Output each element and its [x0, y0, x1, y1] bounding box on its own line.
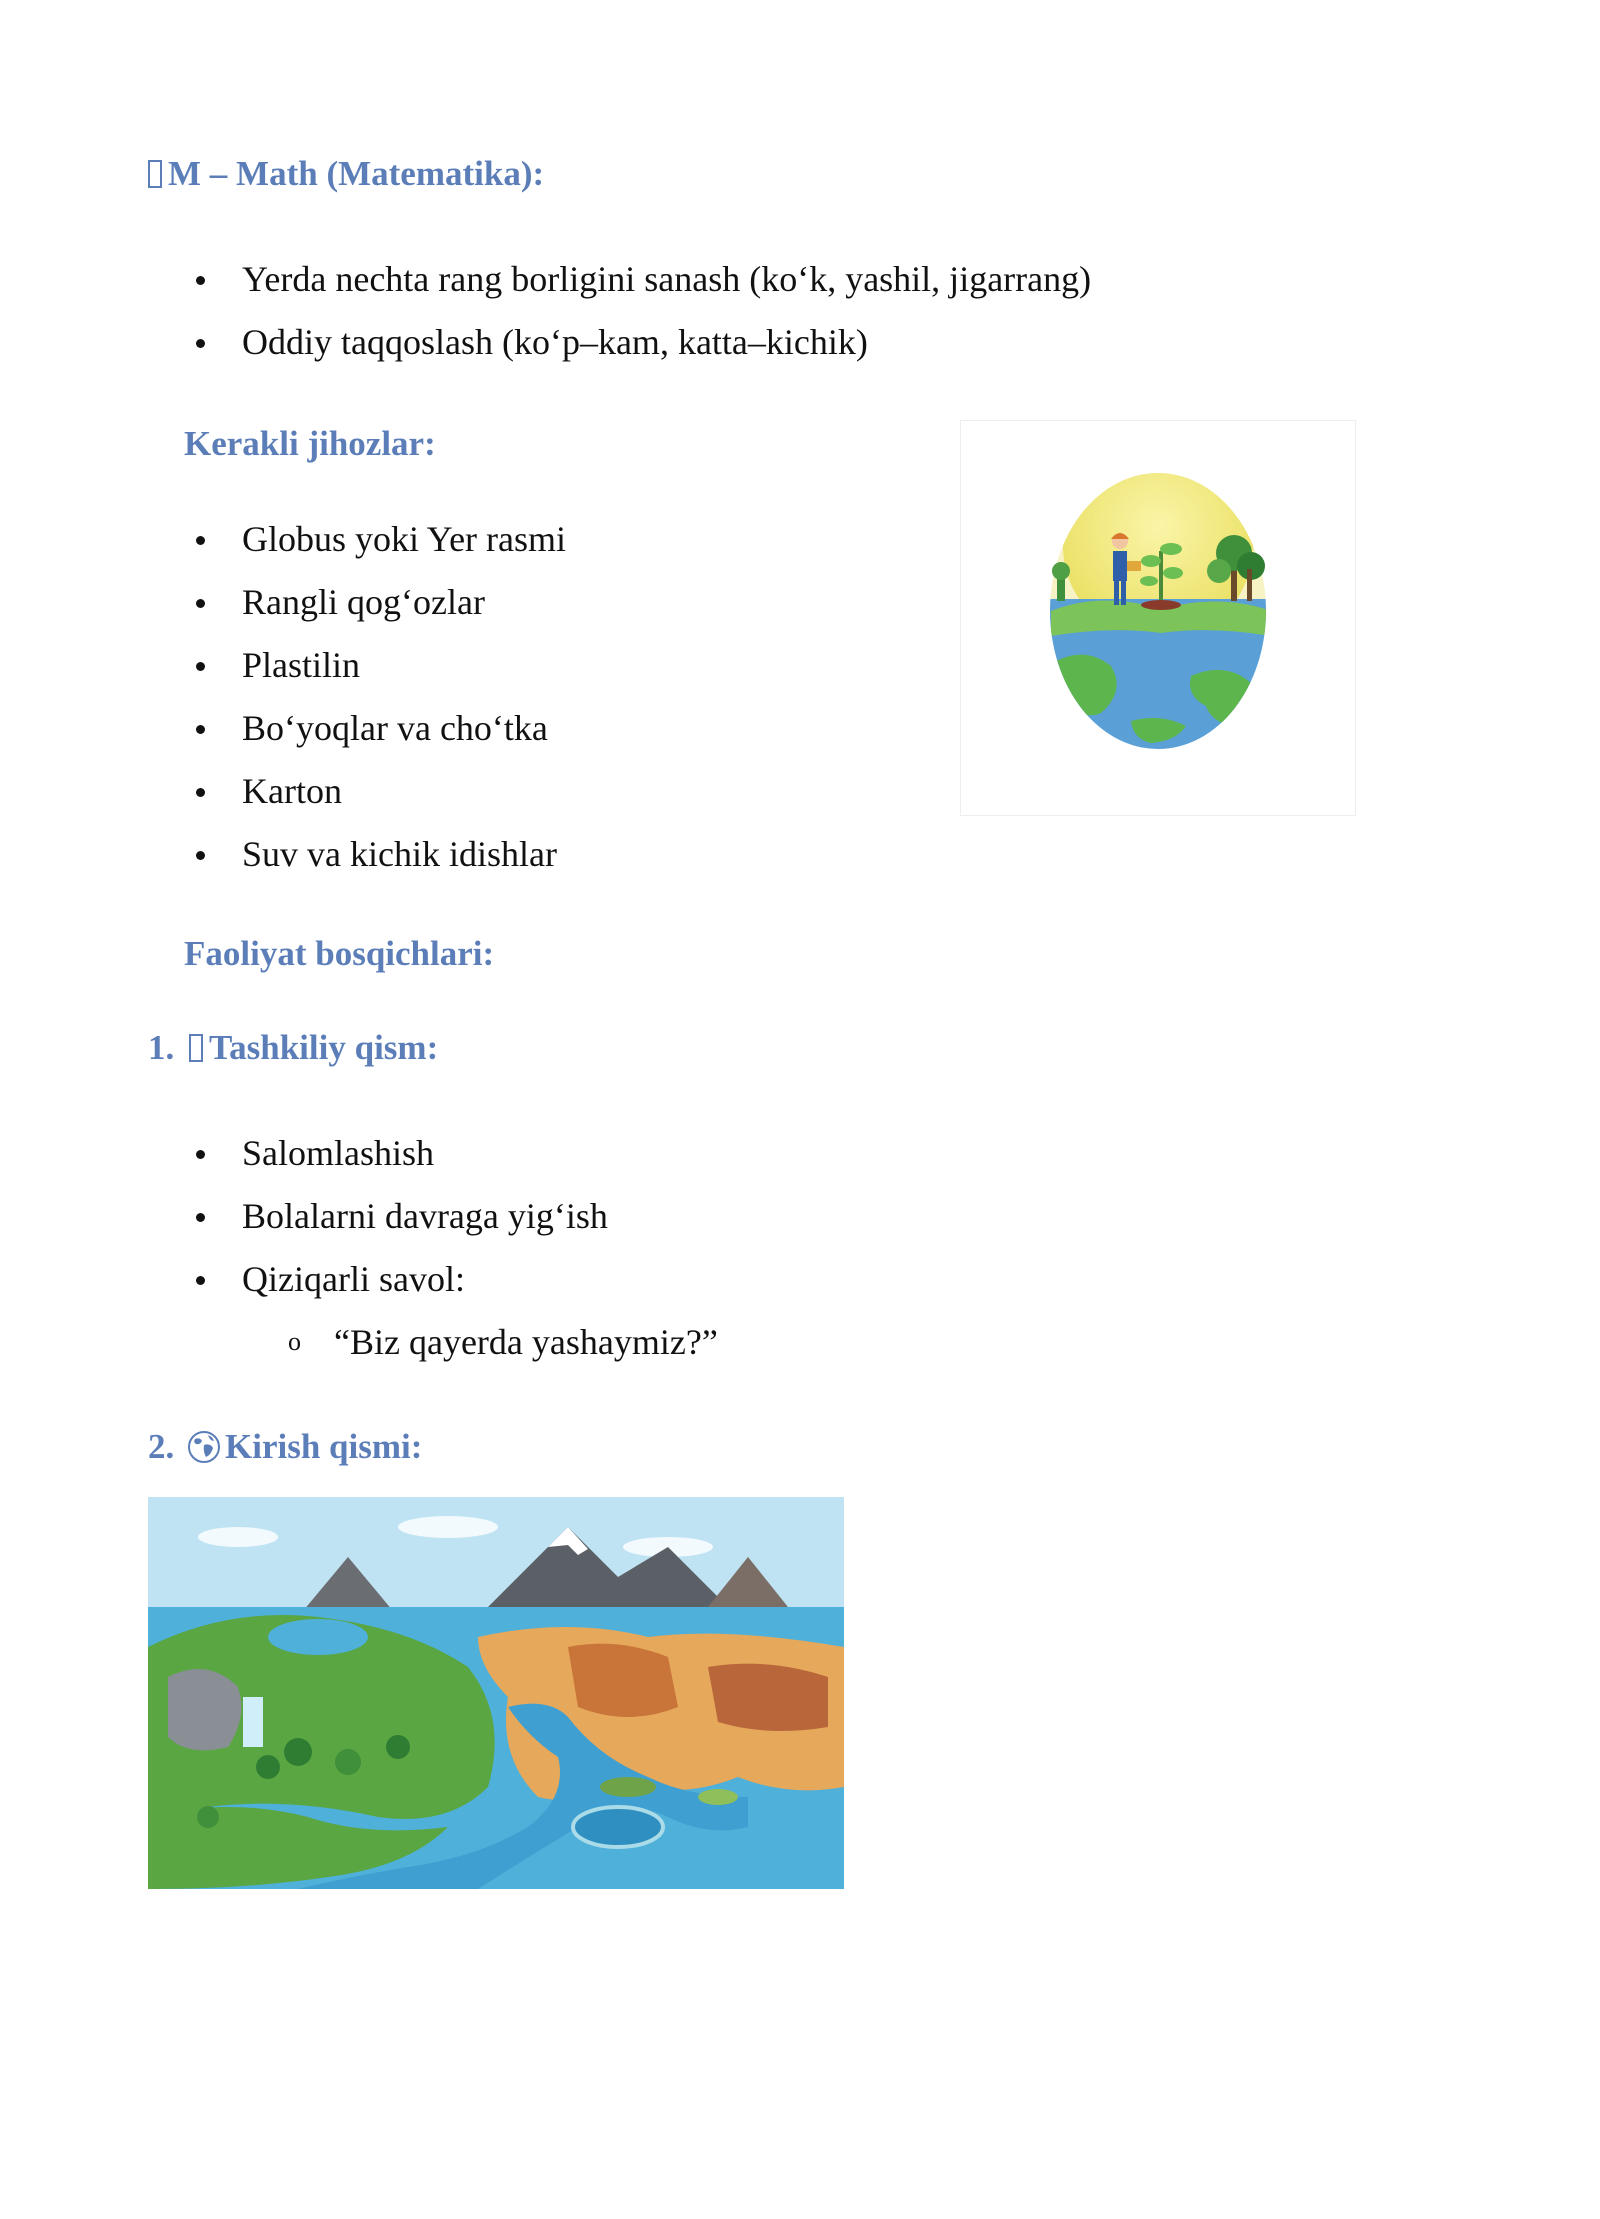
bullet-icon: [196, 1276, 205, 1285]
math-heading: [148, 154, 544, 194]
landscape-svg: [148, 1497, 844, 1889]
bullet-icon: [196, 536, 205, 545]
list-item: Oddiy taqqoslash (ko‘p–kam, katta–kichik): [192, 322, 1091, 362]
introduction-number: 2.: [148, 1427, 175, 1466]
organizational-list: [192, 1133, 608, 1322]
steps-heading-text: Faoliyat bosqichlari:: [184, 934, 495, 973]
organizational-heading-text: Tashkiliy qism:: [209, 1028, 439, 1067]
organizational-heading: [148, 1028, 438, 1068]
list-item: Yerda nechta rang borligini sanash (ko‘k, yashil, jigarrang): [192, 259, 1091, 299]
list-item: Plastilin: [192, 645, 566, 685]
materials-list: [192, 519, 566, 897]
bullet-icon: [196, 1213, 205, 1222]
missing-glyph-icon: [148, 160, 162, 188]
introduction-heading-text: Kirish qismi:: [225, 1427, 423, 1466]
materials-heading: [184, 424, 436, 464]
sub-bullet-marker: o: [288, 1327, 301, 1356]
organizational-number: 1.: [148, 1028, 175, 1067]
bullet-icon: [196, 788, 205, 797]
landscape-illustration: [148, 1497, 844, 1889]
sub-list-item: “Biz qayerda yashaymiz?”: [334, 1322, 718, 1362]
list-item: Bo‘yoqlar va cho‘tka: [192, 708, 566, 748]
list-item: Bolalarni davraga yig‘ish: [192, 1196, 608, 1236]
globe-icon: [187, 1430, 221, 1464]
bullet-icon: [196, 276, 205, 285]
list-item: Rangli qog‘ozlar: [192, 582, 566, 622]
bullet-icon: [196, 339, 205, 348]
list-item: Salomlashish: [192, 1133, 608, 1173]
math-list: [192, 259, 1091, 385]
materials-heading-text: Kerakli jihozlar:: [184, 424, 436, 463]
list-item: Karton: [192, 771, 566, 811]
bullet-icon: [196, 725, 205, 734]
math-heading-text: M – Math (Matematika):: [168, 154, 545, 193]
list-item: Suv va kichik idishlar: [192, 834, 566, 874]
missing-glyph-icon: [189, 1034, 203, 1062]
earth-gardener-illustration: [960, 420, 1356, 816]
introduction-heading: [148, 1427, 422, 1467]
bullet-icon: [196, 851, 205, 860]
bullet-icon: [196, 599, 205, 608]
earth-gardener-svg: [961, 421, 1355, 815]
bullet-icon: [196, 1150, 205, 1159]
bullet-icon: [196, 662, 205, 671]
list-item: Qiziqarli savol:: [192, 1259, 608, 1299]
list-item: Globus yoki Yer rasmi: [192, 519, 566, 559]
steps-heading: [184, 934, 494, 974]
